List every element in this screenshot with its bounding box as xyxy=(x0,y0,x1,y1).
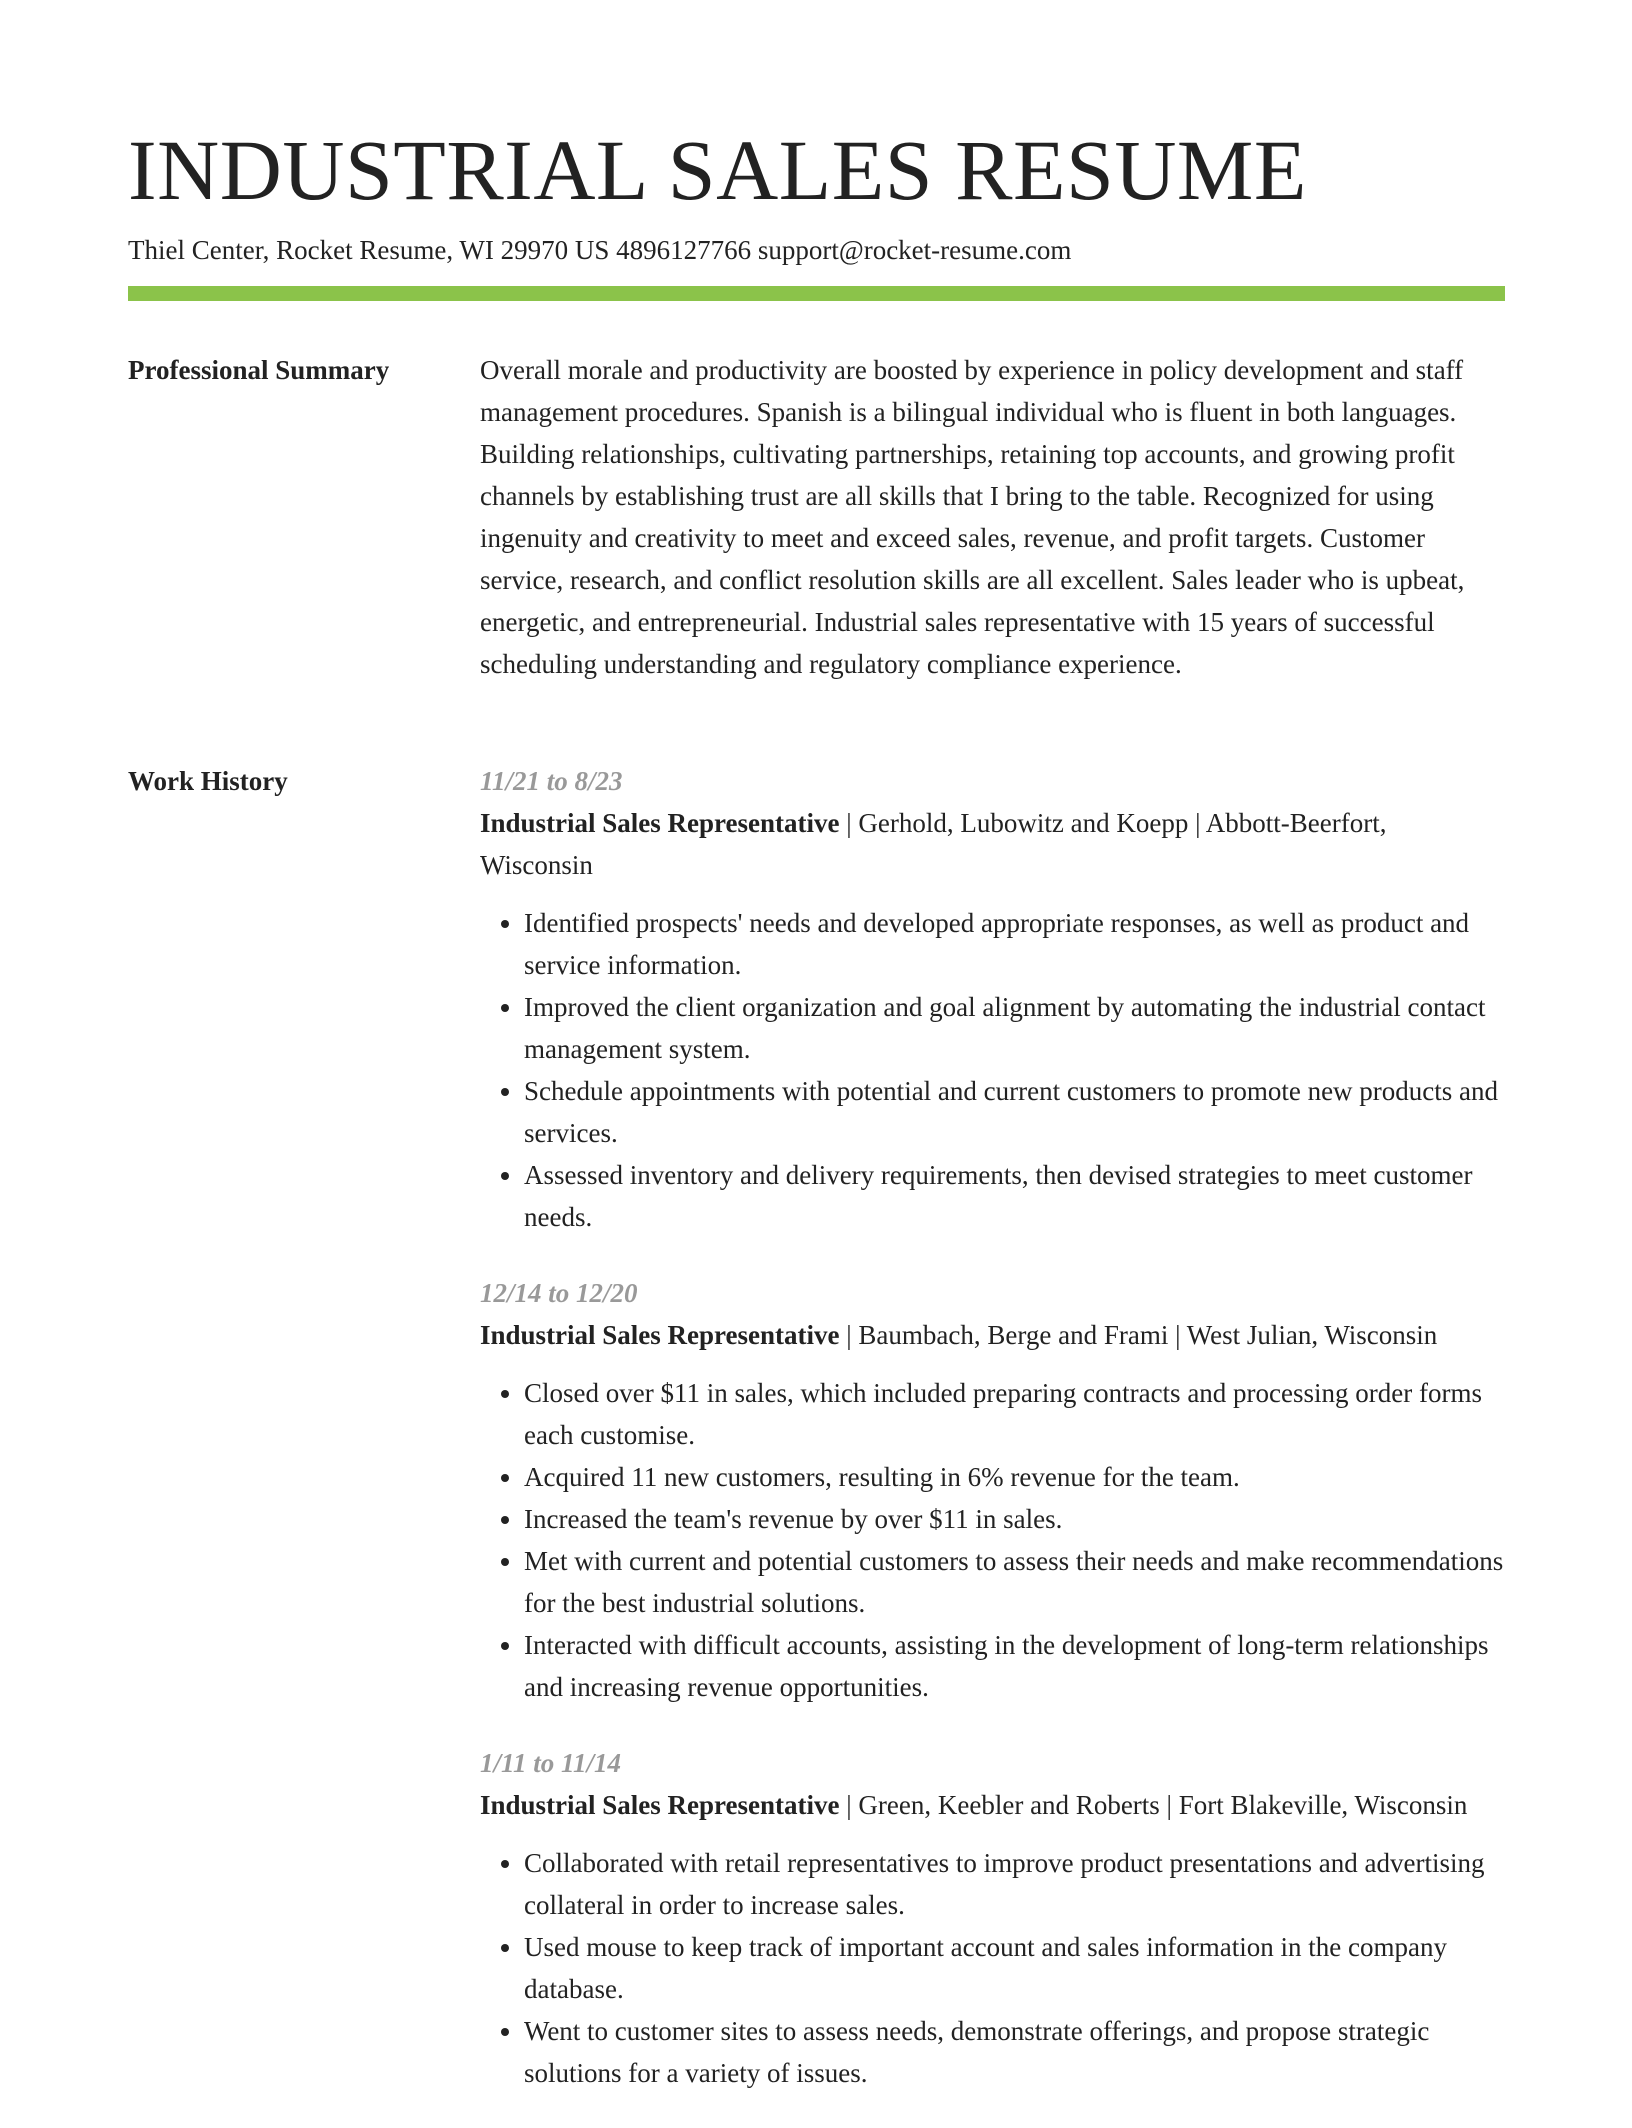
job-heading xyxy=(480,1314,1505,1356)
section-label-work-history: Work History xyxy=(128,766,288,796)
job-title: Industrial Sales Representative xyxy=(480,1320,840,1350)
job-bullet: • Interacted with difficult accounts, assisting in the development of long-term relationships and increasing revenue opportunities. xyxy=(524,1624,1505,1708)
job-entry xyxy=(480,760,1505,1238)
job-bullet: • Improved the client organization and goal alignment by automating the industrial contact management system. xyxy=(524,986,1505,1070)
job-bullet: • Identified prospects' needs and developed appropriate responses, as well as product and service information. xyxy=(524,902,1505,986)
job-bullet: • Increased the team's revenue by over $11 in sales. xyxy=(524,1498,1505,1540)
job-bullet: • Met with current and potential customers to assess their needs and make recommendations for the best industrial solutions. xyxy=(524,1540,1505,1624)
job-bullet-list xyxy=(480,902,1505,1238)
job-entry xyxy=(480,1272,1505,1708)
job-dates: 11/21 to 8/23 xyxy=(480,766,623,796)
job-bullet: • Went to customer sites to assess needs, demonstrate offerings, and propose strategic solutions for a variety of issues. xyxy=(524,2010,1505,2094)
job-bullet: • Assessed inventory and delivery requirements, then devised strategies to meet customer needs. xyxy=(524,1154,1505,1238)
job-dates: 12/14 to 12/20 xyxy=(480,1278,638,1308)
job-bullet: • Collaborated with retail representatives to improve product presentations and advertising collateral in order to increase sales. xyxy=(524,1842,1505,1926)
resume-title: INDUSTRIAL SALES RESUME xyxy=(128,122,1307,218)
job-bullet-list xyxy=(480,1842,1505,2094)
job-company-location: | Gerhold, Lubowitz and Koepp | Abbott-Beerfort, Wisconsin xyxy=(480,808,1387,880)
job-heading xyxy=(480,802,1505,886)
job-company-location: | Baumbach, Berge and Frami | West Julian, Wisconsin xyxy=(839,1320,1438,1350)
section-label-professional-summary: Professional Summary xyxy=(128,355,390,385)
job-entry xyxy=(480,1742,1505,2094)
job-bullet: • Closed over $11 in sales, which included preparing contracts and processing order forms each customise. xyxy=(524,1372,1505,1456)
work-history-body xyxy=(480,760,1505,2128)
professional-summary-text: Overall morale and productivity are boosted by experience in policy development and staff management procedures. Spanish is a bilingual individual who is fluent in both languages. Building relationships, cultivating partnerships, retaining top accounts, and growing profit channels by establishing trust are all skills that I bring to the table. Recognized for using ingenuity and creativity to meet and exceed sales, revenue, and profit targets. Customer service, research, and conflict resolution skills are all excellent. Sales leader who is upbeat, energetic, and entrepreneurial. Industrial sales representative with 15 years of successful scheduling understanding and regulatory compliance experience. xyxy=(480,355,1465,679)
professional-summary-body xyxy=(480,349,1505,685)
contact-line: Thiel Center, Rocket Resume, WI 29970 US 4896127766 support@rocket-resume.com xyxy=(128,235,1072,265)
job-dates: 1/11 to 11/14 xyxy=(480,1748,622,1778)
job-company-location: | Green, Keebler and Roberts | Fort Blakeville, Wisconsin xyxy=(839,1790,1468,1820)
job-bullet: • Used mouse to keep track of important account and sales information in the company database. xyxy=(524,1926,1505,2010)
header-divider xyxy=(128,286,1505,301)
job-bullet-list xyxy=(480,1372,1505,1708)
job-title: Industrial Sales Representative xyxy=(480,1790,840,1820)
job-title: Industrial Sales Representative xyxy=(480,808,840,838)
job-heading xyxy=(480,1784,1505,1826)
job-bullet: • Acquired 11 new customers, resulting in 6% revenue for the team. xyxy=(524,1456,1505,1498)
job-bullet: • Schedule appointments with potential and current customers to promote new products and services. xyxy=(524,1070,1505,1154)
